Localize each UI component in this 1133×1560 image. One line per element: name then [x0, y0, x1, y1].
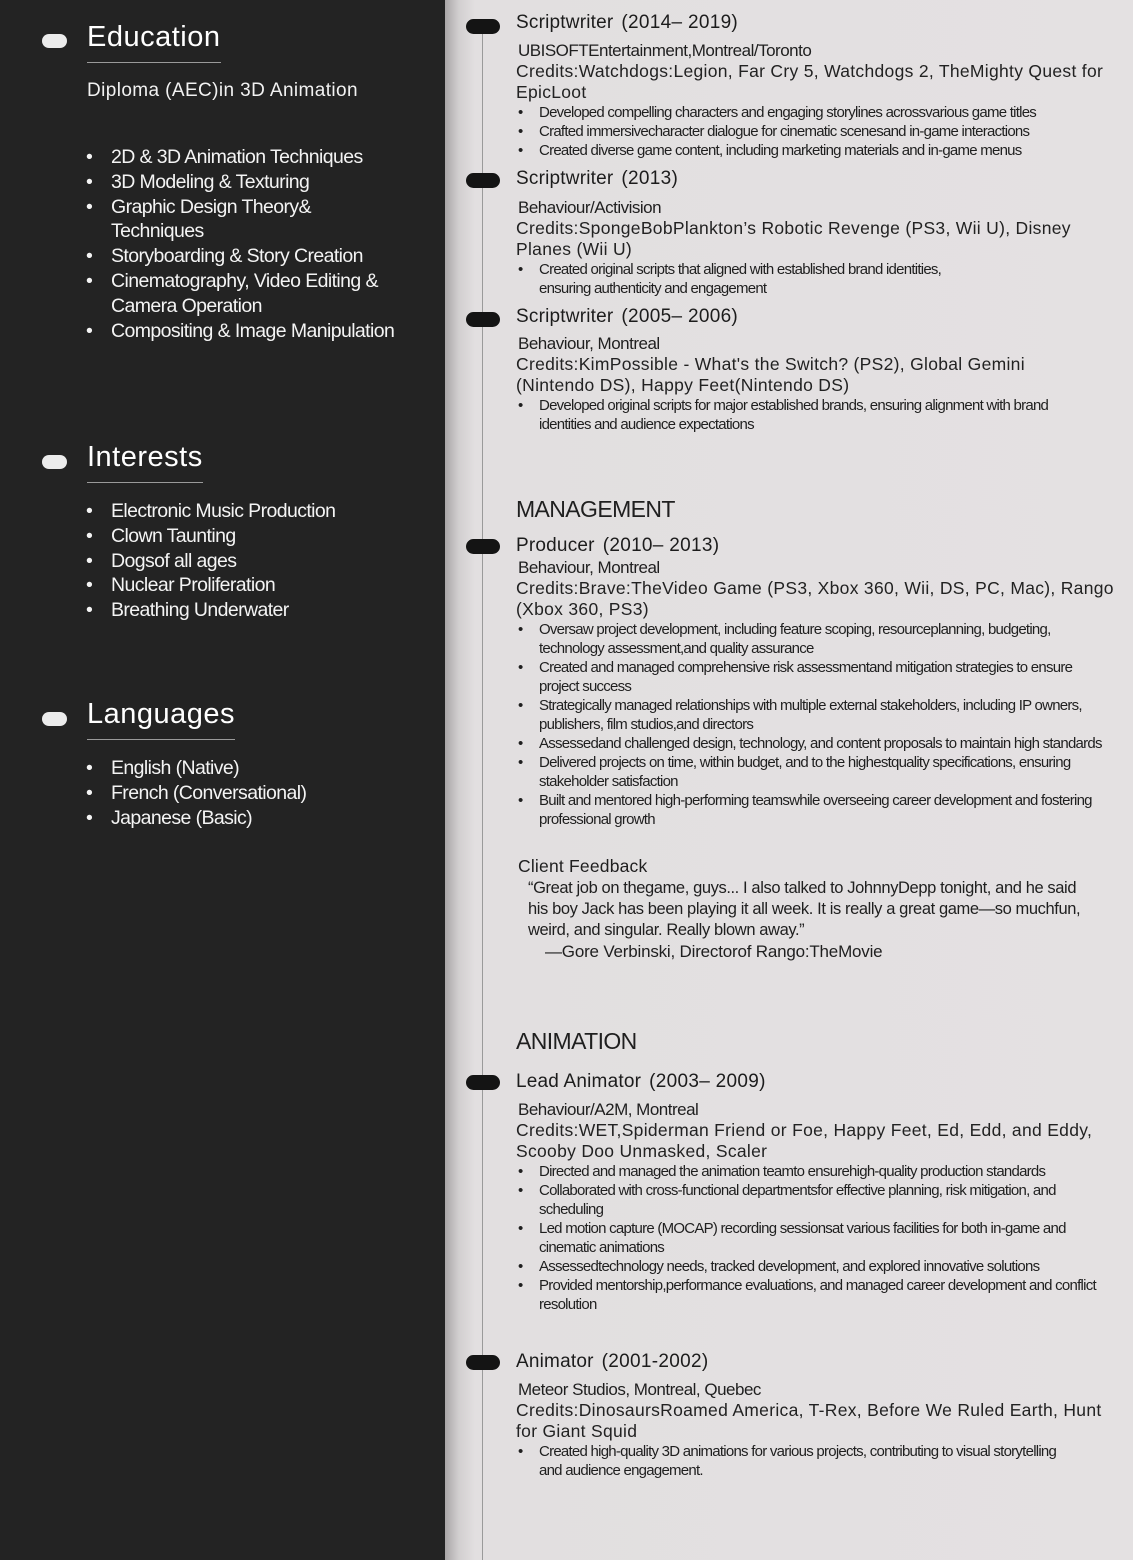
job-title-text: Producer [516, 535, 595, 556]
timeline-marker-icon [466, 19, 500, 34]
list-item: • French (Conversational) [86, 781, 406, 806]
job-years: (2001-2002) [601, 1351, 709, 1372]
job-company: UBISOFTEntertainment,Montreal/Toronto [518, 41, 812, 60]
job-title-text: Scriptwriter [516, 12, 614, 33]
list-item: • Collaborated with cross-functional departmentsfor effective planning, risk mitigation, and scheduling [516, 1181, 1111, 1219]
job-bullets [516, 1442, 1076, 1480]
list-item: • Cinematography, Video Editing & Camera Operation [86, 269, 406, 319]
job-bullets [516, 260, 996, 298]
job-title [516, 1071, 766, 1093]
job-company: Behaviour, Montreal [518, 558, 660, 577]
job-credits: Credits:Brave:TheVideo Game (PS3, Xbox 360, Wii, DS, PC, Mac), Rango (Xbox 360, PS3) [516, 578, 1114, 619]
job-bullets [516, 1162, 1111, 1314]
job-body [516, 197, 1116, 298]
list-item: • Created original scripts that aligned with established brand identities, ensuring authenticity and engagement [516, 260, 996, 298]
list-item: • 3D Modeling & Texturing [86, 170, 406, 195]
list-item: • Built and mentored high-performing teamswhile overseeing career development and fostering professional growth [516, 791, 1111, 829]
list-item: • Created diverse game content, including marketing materials and in-game menus [516, 141, 1116, 160]
job-years: (2003– 2009) [649, 1071, 766, 1092]
list-item: • Assessedand challenged design, technology, and content proposals to maintain high standards [516, 734, 1111, 753]
interests-heading: Interests [87, 441, 203, 483]
list-item: • Developed original scripts for major established brands, ensuring alignment with brand identities and audience expectations [516, 396, 1076, 434]
list-item: • Nuclear Proliferation [86, 573, 406, 598]
list-item: • Strategically managed relationships with multiple external stakeholders, including IP owners, publishers, film studios,and directors [516, 696, 1111, 734]
job-title [516, 1351, 708, 1373]
job-body [516, 40, 1116, 160]
job-credits: Credits:SpongeBobPlankton’s Robotic Revenge (PS3, Wii U), Disney Planes (Wii U) [516, 218, 1071, 259]
list-item: • Created and managed comprehensive risk assessmentand mitigation strategies to ensure project success [516, 658, 1111, 696]
job-title-text: Lead Animator [516, 1071, 642, 1092]
list-item: • Delivered projects on time, within budget, and to the highestquality specifications, ensuring stakeholder satisfaction [516, 753, 1111, 791]
job-credits: Credits:WET,Spiderman Friend or Foe, Happy Feet, Ed, Edd, and Eddy, Scooby Doo Unmasked, Scaler [516, 1120, 1093, 1161]
experience-panel [445, 0, 1133, 1560]
list-item: • Compositing & Image Manipulation [86, 319, 406, 344]
job-bullets [516, 620, 1111, 829]
education-bullet-icon [42, 34, 67, 48]
job-title [516, 168, 678, 190]
list-item: • Electronic Music Production [86, 499, 406, 524]
job-years: (2014– 2019) [621, 12, 739, 33]
list-item: • Dogsof all ages [86, 549, 406, 574]
job-years: (2013) [621, 168, 679, 189]
sidebar [0, 0, 445, 1560]
job-company: Behaviour/A2M, Montreal [518, 1100, 699, 1119]
feedback-attribution: —Gore Verbinski, Directorof Rango:TheMovie [545, 942, 883, 961]
list-item: • Provided mentorship,performance evaluations, and managed career development and conflict resolution [516, 1276, 1111, 1314]
list-item: • Graphic Design Theory& Techniques [86, 195, 406, 245]
timeline-marker-icon [466, 312, 500, 327]
job-credits: Credits:DinosaursRoamed America, T-Rex, Before We Ruled Earth, Hunt for Giant Squid [516, 1400, 1102, 1441]
list-item: • English (Native) [86, 756, 406, 781]
management-heading: MANAGEMENT [516, 496, 675, 522]
timeline-line [482, 20, 483, 1560]
list-item: • Developed compelling characters and engaging storylines acrossvarious game titles [516, 103, 1116, 122]
job-title-text: Scriptwriter [516, 168, 614, 189]
timeline-marker-icon [466, 1075, 500, 1090]
job-bullets [516, 103, 1116, 160]
job-title-text: Scriptwriter [516, 306, 614, 327]
job-body [516, 1099, 1116, 1314]
job-body [516, 557, 1116, 829]
languages-heading: Languages [87, 698, 235, 740]
feedback-quote: “Great job on thegame, guys... I also talked to JohnnyDepp tonight, and he said his boy Jack has been playing it all week. It is really a great game—so muchfun, weird, and singular. Really blown away.” [528, 879, 1081, 939]
job-title [516, 535, 719, 557]
client-feedback [518, 856, 1118, 962]
job-bullets [516, 396, 1076, 434]
list-item: • 2D & 3D Animation Techniques [86, 145, 406, 170]
job-company: Behaviour/Activision [518, 198, 662, 217]
list-item: • Breathing Underwater [86, 598, 406, 623]
job-company: Behaviour, Montreal [518, 334, 660, 353]
job-title [516, 306, 738, 328]
education-heading: Education [87, 21, 221, 63]
list-item: • Crafted immersivecharacter dialogue for cinematic scenesand in-game interactions [516, 122, 1116, 141]
languages-list [86, 756, 406, 830]
job-title [516, 12, 738, 34]
job-title-text: Animator [516, 1351, 594, 1372]
list-item: • Created high-quality 3D animations for various projects, contributing to visual storytelling and audience engagement. [516, 1442, 1076, 1480]
list-item: • Directed and managed the animation teamto ensurehigh-quality production standards [516, 1162, 1111, 1181]
education-diploma: Diploma (AEC)in 3D Animation [87, 80, 358, 101]
animation-heading: ANIMATION [516, 1028, 637, 1054]
timeline-marker-icon [466, 539, 500, 554]
list-item: • Assessedtechnology needs, tracked development, and explored innovative solutions [516, 1257, 1111, 1276]
languages-bullet-icon [42, 712, 67, 726]
job-credits: Credits:Watchdogs:Legion, Far Cry 5, Watchdogs 2, TheMighty Quest for EpicLoot [516, 61, 1104, 102]
list-item: • Clown Taunting [86, 524, 406, 549]
education-list [86, 145, 406, 343]
list-item: • Japanese (Basic) [86, 806, 406, 831]
job-company: Meteor Studios, Montreal, Quebec [518, 1380, 761, 1399]
job-credits: Credits:KimPossible - What's the Switch? (PS2), Global Gemini (Nintendo DS), Happy Feet(Nintendo DS) [516, 354, 1025, 395]
job-body [516, 333, 1116, 434]
interests-list [86, 499, 406, 623]
list-item: • Storyboarding & Story Creation [86, 244, 406, 269]
job-years: (2010– 2013) [602, 535, 720, 556]
job-body [516, 1379, 1116, 1480]
interests-bullet-icon [42, 455, 67, 469]
list-item: • Oversaw project development, including feature scoping, resourceplanning, budgeting, technology assessment,and quality assurance [516, 620, 1111, 658]
timeline-marker-icon [466, 173, 500, 188]
job-years: (2005– 2006) [621, 306, 739, 327]
feedback-label: Client Feedback [518, 856, 648, 876]
list-item: • Led motion capture (MOCAP) recording sessionsat various facilities for both in-game and cinematic animations [516, 1219, 1111, 1257]
timeline-marker-icon [466, 1355, 500, 1370]
